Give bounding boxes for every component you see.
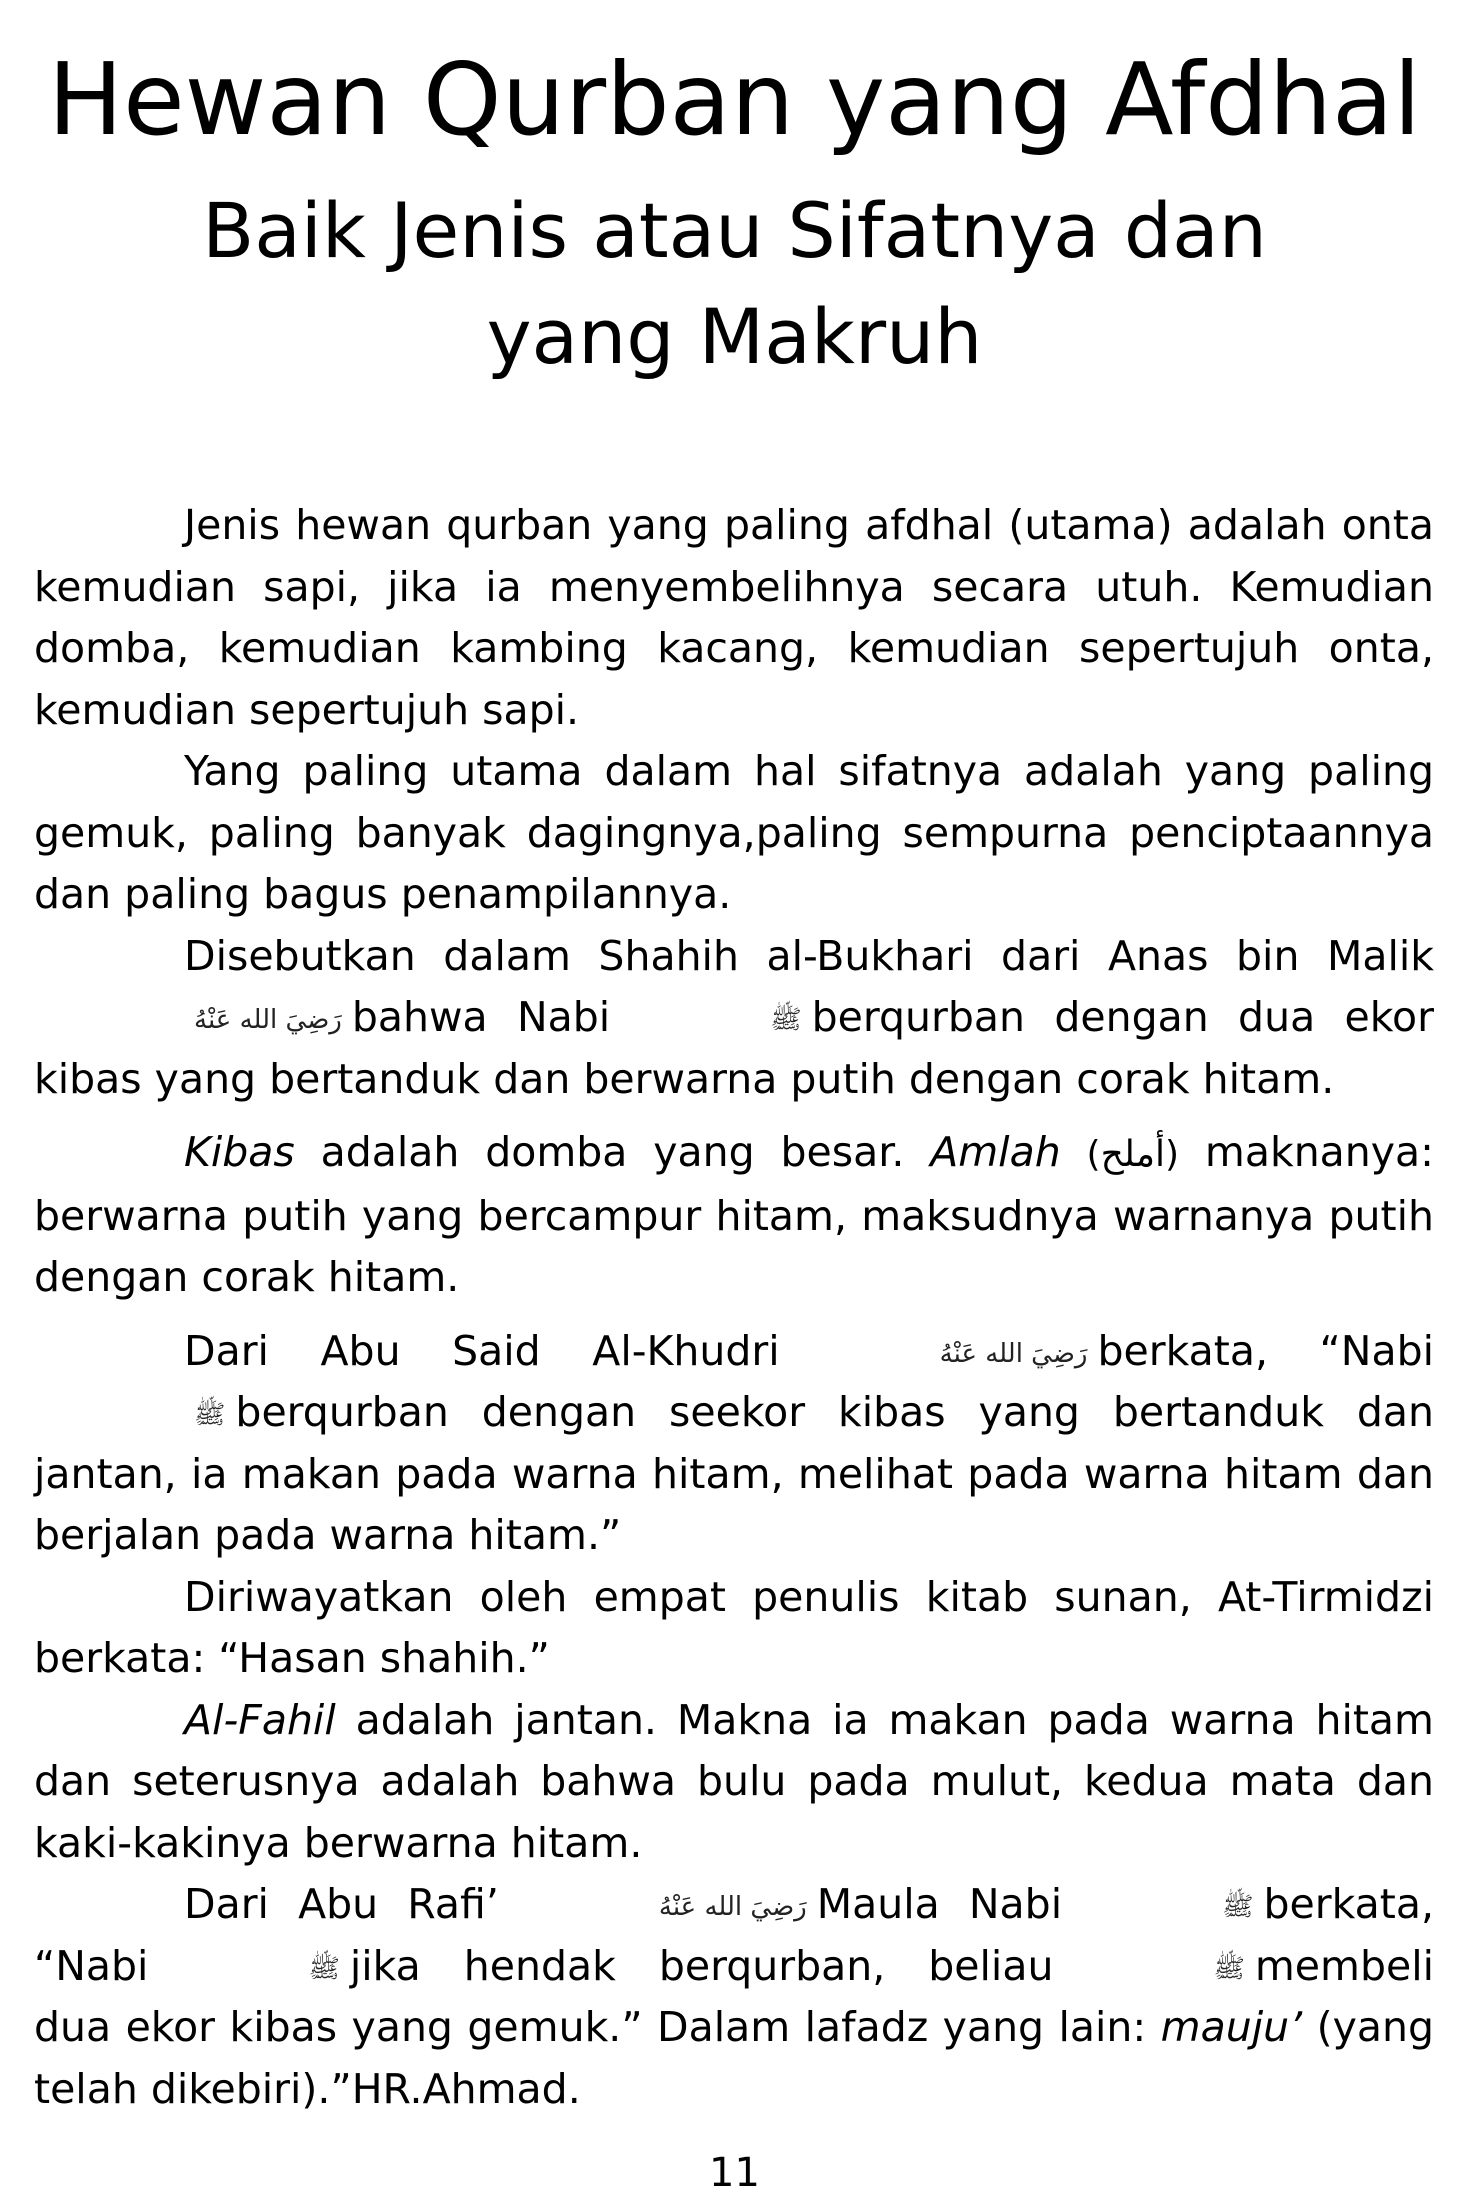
- paragraph-8-text-d: jika hendak berqurban, beliau: [349, 1941, 1054, 1990]
- radhiyallahu-honorific-icon: رَضِيَ الله عَنْهُ: [658, 1892, 807, 1922]
- paragraph-3-text-a: Disebutkan dalam Shahih al-Bukhari dari Anas bin Malik: [184, 931, 1434, 980]
- term-al-fahil: Al-Fahil: [184, 1695, 336, 1744]
- paragraph-8-text-b: Maula Nabi: [816, 1880, 1063, 1928]
- paragraph-4: [34, 1122, 1434, 1309]
- paragraph-2: [34, 741, 1434, 926]
- paragraph-2-text: Yang paling utama dalam hal sifatnya adalah yang paling gemuk, paling banyak dagingnya,paling sempurna penciptaannya dan paling bagus penampilannya.: [34, 747, 1434, 918]
- shallallahu-honorific-icon: ﷺ: [1213, 1953, 1245, 1984]
- paragraph-5: [34, 1321, 1434, 1567]
- shallallahu-honorific-icon: ﷺ: [770, 1005, 802, 1035]
- paragraph-7-text: adalah jantan. Makna ia makan pada warna hitam dan seterusnya adalah bahwa bulu pada mulut, kedua mata dan kaki-kakinya berwarna hitam.: [34, 1695, 1434, 1867]
- arabic-amlah: (أملح): [1086, 1134, 1180, 1175]
- paragraph-8: [34, 1874, 1434, 2120]
- paragraph-8-text-e: membeli dua ekor kibas yang gemuk.” Dalam lafadz yang lain:: [34, 1941, 1434, 2051]
- paragraph-4-text-b: maknanya: berwarna putih yang bercampur hitam, maksudnya warnanya putih dengan corak hitam.: [34, 1128, 1434, 1301]
- radhiyallahu-honorific-icon: رَضِيَ الله عَنْهُ: [939, 1338, 1088, 1369]
- paragraph-8-text-c: berkata, “Nabi: [34, 1880, 1435, 1990]
- term-amlah: Amlah: [930, 1128, 1061, 1176]
- radhiyallahu-honorific-icon: رَضِيَ الله عَنْهُ: [194, 1005, 342, 1035]
- shallallahu-honorific-icon: ﷺ: [1222, 1892, 1254, 1922]
- paragraph-6: Diriwayatkan oleh empat penulis kitab sunan, At-Tirmidzi berkata: “Hasan shahih.”: [34, 1572, 1434, 1682]
- paragraph-3-text-b: bahwa Nabi: [351, 993, 611, 1041]
- term-kibas: Kibas: [184, 1128, 295, 1176]
- paragraph-5-text-a: Dari Abu Said Al-Khudri: [184, 1326, 780, 1375]
- shallallahu-honorific-icon: ﷺ: [308, 1953, 340, 1984]
- paragraph-7: [34, 1690, 1434, 1875]
- shallallahu-honorific-icon: ﷺ: [194, 1400, 226, 1430]
- paragraph-5-text-c: berqurban dengan seekor kibas yang bertanduk dan jantan, ia makan pada warna hitam, melihat pada warna hitam dan berjalan pada warna hitam.”: [34, 1388, 1434, 1559]
- paragraph-1: Jenis hewan qurban yang paling afdhal (utama) adalah onta kemudian sapi, jika ia menyembelihnya secara utuh. Kemudian domba, kemudian kambing kacang, kemudian sepertujuh onta, kemudian sepertujuh sapi.: [34, 501, 1434, 734]
- body-text: [34, 495, 1434, 2120]
- paragraph-3: [34, 926, 1434, 1111]
- term-mauju: mauju’: [1160, 2003, 1303, 2051]
- paragraph-8-text-a: Dari Abu Rafi’: [184, 1880, 499, 1928]
- page-title: Hewan Qurban yang Afdhal: [47, 41, 1422, 158]
- paragraph-5-text-b: berkata, “Nabi: [1097, 1326, 1434, 1375]
- paragraph-8-text-f: (yang telah dikebiri).”HR.Ahmad.: [34, 2003, 1434, 2113]
- page-number: 11: [709, 2150, 760, 2196]
- paragraph-3-text-c: berqurban dengan dua ekor kibas yang bertanduk dan berwarna putih dengan corak hitam.: [34, 993, 1434, 1103]
- paragraph-4-text-a: adalah domba yang besar.: [294, 1128, 931, 1176]
- page-subtitle: Baik Jenis atau Sifatnya dan yang Makruh: [202, 186, 1267, 381]
